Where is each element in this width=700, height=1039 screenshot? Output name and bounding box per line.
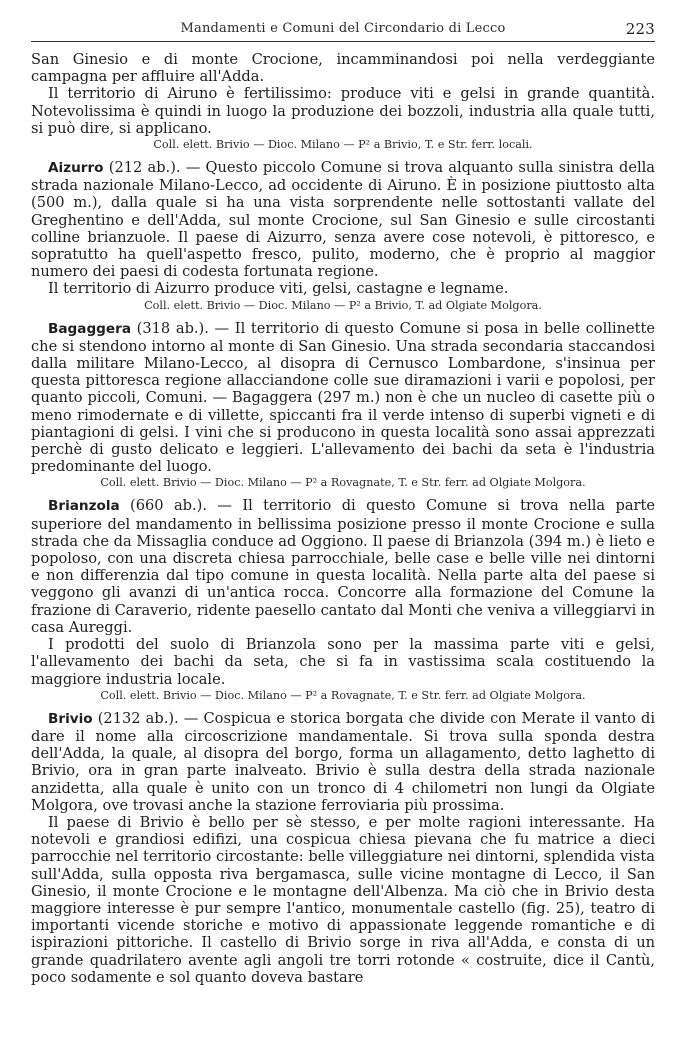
- entry-name: Brivio: [48, 710, 93, 727]
- running-header: [31, 18, 655, 40]
- entry-aizurro: [31, 159, 655, 313]
- entry-paragraph: [31, 497, 655, 636]
- running-title: Mandamenti e Comuni del Circondario di Lecco: [180, 21, 506, 36]
- entry-brivio: [31, 710, 655, 986]
- entry-bagaggera: [31, 320, 655, 491]
- entry-text: (2132 ab.). — Cospicua e storica borgata che divide con Merate il vanto di dare il nome alla circoscrizione mandamentale. Si trova sulla sponda destra dell'Adda, la quale, al disopra del borgo, forma un allagamento, detto laghetto di Brivio, ora in gran parte inalveato. Brivio è sulla destra della strada nazionale anzidetta, alla quale è unito con un tronco di 4 chilometri non lungi da Olgiate Molgora, ove trovasi anche la stazione ferroviaria più prossima.: [31, 709, 655, 814]
- continuation-paragraph: San Ginesio e di monte Crocione, incamminandosi poi nella verdeggiante campagna per affluire all'Adda.: [31, 51, 655, 86]
- entry-text: (660 ab.). — Il territorio di questo Comune si trova nella parte superiore del mandamento in bellissima posizione presso il monte Crocione e sulla strada che da Missaglia conduce ad Oggiono. Il paese di Brianzola (394 m.) è lieto e popoloso, con una discreta chiesa parrocchiale, belle case e belle ville nei dintorni e non differenzia dal tipo comune in questa località. Nella parte alta del paese si veggono gli avanzi di un'antica rocca. Concorre alla formazione del Comune la frazione di Caraverio, ridente paesello cantato dal Monti che veniva a villeggiarvi in casa Aureggi.: [31, 497, 655, 636]
- header-rule: [31, 41, 655, 42]
- entry-paragraph: [31, 710, 655, 814]
- airuno-produce-paragraph: Il territorio di Airuno è fertilissimo: produce viti e gelsi in grande quantità. Notevolissima è quindi in luogo la produzione dei bozzoli, industria alla quale tutti, si può dire, si applicano.: [31, 85, 655, 137]
- entry-extra-paragraph: I prodotti del suolo di Brianzola sono per la massima parte viti e gelsi, l'allevamento dei bachi da seta, che si fa in vastissima scala costituendo la maggiore industria locale.: [31, 636, 655, 688]
- entry-collegio-line: Coll. elett. Brivio — Dioc. Milano — P² a Brivio, T. ad Olgiate Molgora.: [144, 298, 542, 312]
- entry-name: Aizurro: [48, 160, 104, 177]
- entry-brianzola: [31, 497, 655, 702]
- entry-text: (212 ab.). — Questo piccolo Comune si trova alquanto sulla sinistra della strada nazionale Milano-Lecco, ad occidente di Airuno. È in posizione piuttosto alta (500 m.), dalla quale si ha una vista sorprendente nelle sottostanti vallate del Greghentino e dell'Adda, sul monte Crocione, sul San Ginesio e sulle circostanti colline brianzuole. Il paese di Aizurro, senza avere cose notevoli, è pittoresco, e sopratutto ha quell'aspetto fresco, pulito, moderno, che è proprio al maggior numero dei paesi di codesta fortunata regione.: [31, 159, 655, 281]
- entry-paragraph: [31, 320, 655, 476]
- entry-name: Brianzola: [48, 498, 120, 515]
- entry-collegio-line: Coll. elett. Brivio — Dioc. Milano — P² a Rovagnate, T. e Str. ferr. ad Olgiate Molgora.: [100, 688, 586, 702]
- entry-extra-paragraph: Il paese di Brivio è bello per sè stesso, e per molte ragioni interessante. Ha notevoli e grandiosi edifizi, una cospicua chiesa pievana che fu matrice a dieci parrocchie nel territorio circostante: belle villeggiature nei dintorni, splendida vista sull'Adda, sulla opposta riva bergamasca, sulle vicine montagne di Lecco, il San Ginesio, il monte Crocione e le montagne dell'Albenza. Ma ciò che in Brivio desta maggiore interesse è pur sempre l'antico, monumentale castello (fig. 25), teatro di importanti vicende storiche e motivo di appassionate leggende romantiche e di ispirazioni pittoriche. Il castello di Brivio sorge in riva all'Adda, e consta di un grande quadrilatero avente agli angoli tre torri rotonde « costruite, dice il Cantù, poco sodamente e sol quanto doveva bastare: [31, 813, 655, 986]
- entry-name: Bagaggera: [48, 320, 131, 337]
- airuno-collegio-line: Coll. elett. Brivio — Dioc. Milano — P² a Brivio, T. e Str. ferr. locali.: [153, 138, 533, 152]
- entry-paragraph: [31, 159, 655, 280]
- entry-collegio-line: Coll. elett. Brivio — Dioc. Milano — P² a Rovagnate, T. e Str. ferr. ad Olgiate Molgora.: [100, 476, 586, 490]
- page-number: 223: [625, 20, 655, 38]
- page: [31, 18, 655, 986]
- entry-text: (318 ab.). — Il territorio di questo Comune si posa in belle collinette che si stendono intorno al monte di San Ginesio. Una strada secondaria staccandosi dalla militare Milano-Lecco, al disopra di Cernusco Lombardone, s'insinua per questa pittoresca regione allacciandone colle sue diramazioni i varii e popolosi, per quanto piccoli, Comuni. — Bagaggera (297 m.) non è che un nucleo di casette più o meno rimodernate e di villette, spiccanti fra il verde intenso di superbi vigneti e di piantagioni di gelsi. I vini che si producono in questa località sono assai apprezzati perchè di gusto delicato e leggieri. L'allevamento dei bachi da seta è l'industria predominante del luogo.: [31, 319, 655, 476]
- entry-extra-paragraph: Il territorio di Aizurro produce viti, gelsi, castagne e legname.: [48, 280, 509, 298]
